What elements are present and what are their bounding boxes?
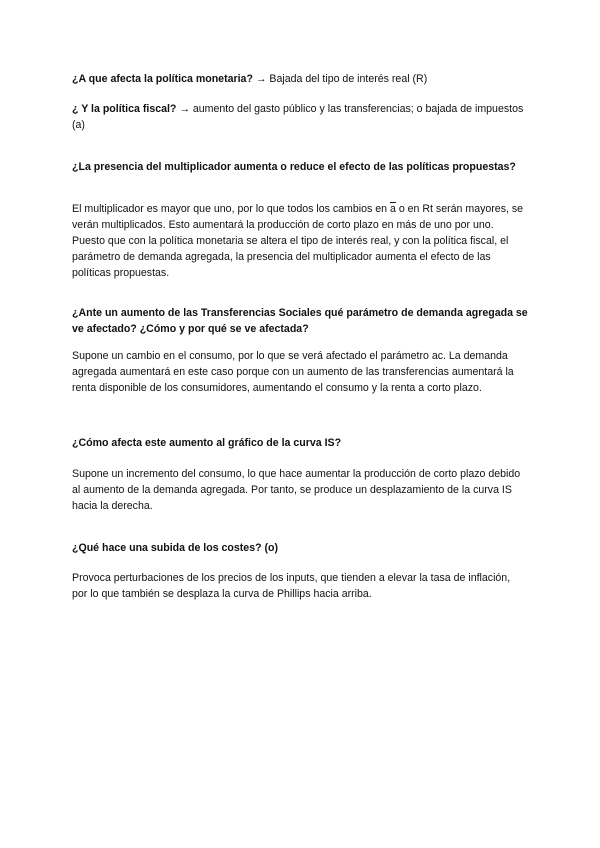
is-curve-question: ¿Cómo afecta este aumento al gráfico de la curva IS?	[72, 437, 342, 449]
transfers-answer: Supone un cambio en el consumo, por lo que se verá afectado el parámetro ac. La demanda agregada aumentará en este caso porque con un aumento de las transferencias aumentará la renta disponible de los consumidores, aumentando el consumo y la renta a corto plazo.	[72, 350, 514, 394]
monetary-policy-line	[72, 71, 528, 87]
multiplier-answer-pre: El multiplicador es mayor que uno, por lo que todos los cambios en	[72, 203, 390, 215]
multiplier-answer	[72, 201, 528, 281]
costs-answer: Provoca perturbaciones de los precios de los inputs, que tienden a elevar la tasa de inflación, por lo que también se desplaza la curva de Phillips hacia arriba.	[72, 572, 511, 600]
fiscal-policy-line	[72, 101, 528, 133]
multiplier-answer-symbol: $\overline{a}$	[389, 203, 396, 215]
is-curve-answer: Supone un incremento del consumo, lo que hace aumentar la producción de corto plazo debido al aumento de la demanda agregada. Por tanto, se produce un desplazamiento de la curva IS hacia la derecha.	[72, 468, 521, 512]
transfers-question: ¿Ante un aumento de las Transferencias Sociales qué parámetro de demanda agregada se ve afectado? ¿Cómo y por qué se ve afectada?	[72, 307, 528, 335]
monetary-policy-question: ¿A que afecta la política monetaria?	[72, 73, 253, 85]
multiplier-answer-post: o en Rt serán mayores, se verán multiplicados. Esto aumentará la producción de corto plazo en más de uno por uno. Puesto que con la política monetaria se altera el tipo de interés real, y con la política fiscal, el parámetro de demanda agregada, la presencia del multiplicador aumenta el efecto de las políticas propuestas.	[72, 203, 524, 279]
costs-question: ¿Qué hace una subida de los costes? (o)	[72, 542, 279, 554]
monetary-policy-answer: → Bajada del tipo de interés real (R)	[252, 73, 428, 85]
fiscal-policy-answer: → aumento del gasto público y las transferencias; o bajada de impuestos (a)	[72, 103, 524, 131]
fiscal-policy-question: ¿ Y la política fiscal?	[72, 103, 177, 115]
multiplier-question: ¿La presencia del multiplicador aumenta o reduce el efecto de las políticas propuestas?	[72, 161, 516, 173]
